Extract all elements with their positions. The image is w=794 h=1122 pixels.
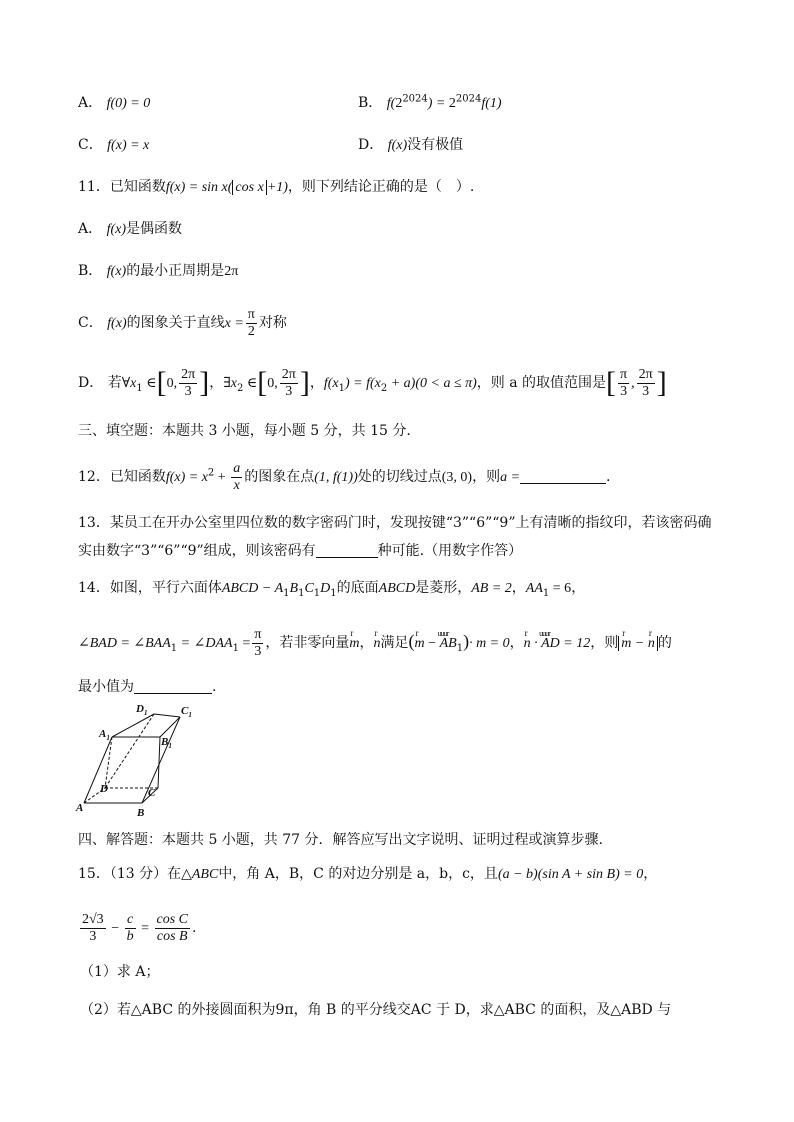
label-a1: $A_1$ (99, 728, 110, 742)
base-name: ABCD (378, 581, 416, 596)
numerator: c (125, 912, 136, 929)
left-bracket: [ (156, 366, 167, 399)
denominator: b (126, 928, 134, 944)
fraction (246, 307, 257, 340)
numerator: 2√3 (82, 911, 104, 927)
text: 的 (657, 635, 672, 651)
minus: − (107, 921, 123, 936)
exponent2: 2024 (455, 93, 482, 105)
q11-stem (78, 177, 474, 198)
q10-option-a (78, 93, 150, 114)
option-label: A． (78, 221, 103, 237)
denominator: x (233, 477, 240, 493)
q11-option-a (78, 219, 182, 240)
text: 实由数字“3”“6”“9”组成，则该密码有 (78, 543, 316, 559)
comma: ， (509, 635, 524, 651)
comma: ， (511, 580, 526, 596)
vector-n: r n (374, 624, 381, 664)
label-d1: $D_1$ (136, 703, 148, 717)
denominator: 3 (642, 383, 650, 399)
fraction (155, 912, 191, 945)
q10-option-c (78, 135, 149, 156)
option-label: D． (78, 375, 104, 391)
option-value: 2π (224, 264, 239, 279)
right-bracket: ] (299, 366, 310, 399)
q14-line-1: 14．如图，平行六面体ABCD − $A_1B_1C_1D_1$的底面ABCD是菱形，AB = 2，$AA_1 = 6$， (78, 580, 586, 599)
option-expr: f(x) (387, 138, 408, 153)
function-expr: f(x) = x (165, 470, 208, 485)
q14-line-2: ∠BAD = $\angle BAA_1$ = $\angle DAA_1$ = $\frac{\pi}{3}$ ，若非零向量r m，r n满足(r m − uuur $AB_1)\cdot m = 0$，r n · uuur AD = 12，则r m − r n 的 (78, 621, 672, 664)
equation: f(x (323, 376, 339, 391)
numerator: a (233, 460, 241, 476)
section-4-heading: 四、解答题：本题共 5 小题，共 77 分．解答应写出文字说明、证明过程或演算步骤. (78, 832, 603, 848)
numerator: π (254, 626, 262, 642)
parallelepiped-figure (70, 700, 210, 825)
q11-option-c (78, 305, 287, 342)
left-bracket: [ (606, 366, 617, 399)
vector-m: r m (349, 624, 359, 664)
equation: (a − b)(sin A + sin B) = 0 (497, 867, 644, 882)
text: （13 分）在△ (109, 866, 192, 882)
fraction (280, 367, 298, 400)
denominator: 3 (254, 643, 262, 659)
fraction (179, 367, 197, 400)
comma: ， (209, 375, 224, 391)
numerator: 2π (181, 366, 196, 382)
q15-line-2 (78, 908, 196, 949)
q14-line-3 (78, 677, 216, 697)
question-number: 11． (78, 179, 110, 195)
aa1-value: = 6 (549, 581, 572, 596)
variable: a = (500, 470, 521, 485)
exists-x: ∃x (223, 376, 237, 391)
zero: 0, (166, 376, 178, 391)
numerator: 2π (638, 366, 653, 382)
numerator: cos C (156, 911, 188, 927)
option-expr-mid: ) = (427, 96, 449, 111)
label-b: B (137, 807, 145, 819)
text: 的图象在点 (244, 469, 315, 485)
right-bracket: ] (656, 366, 667, 399)
option-label: C． (78, 315, 103, 331)
label-b1: $B_1$ (161, 736, 172, 750)
forall-x: ∀x (121, 376, 137, 391)
text: 已知函数 (109, 469, 166, 485)
text: 中，角 A，B，C 的对边分别是 a，b，c，且 (218, 866, 498, 882)
condition-1: · m = 0 (469, 636, 510, 651)
comma: ， (309, 375, 324, 391)
q13-line-1: 13．某员工在开办公室里四位数的数字密码门时，发现按键“3”“6”“9”上有清晰的指纹印，若该密码确 (78, 515, 712, 531)
aa1: AA (525, 581, 543, 596)
angle-expr: = ∠DAA (177, 636, 233, 651)
right-bracket: ] (199, 366, 210, 399)
option-tail: 没有极值 (407, 137, 464, 153)
equation-post: + a)(0 < a ≤ π) (387, 376, 477, 391)
option-expr: f(x) = x (107, 138, 150, 153)
option-expr-post: f(1) (481, 96, 502, 111)
period: . (606, 469, 611, 485)
text: ，则 a 的取值范围是 (476, 375, 607, 391)
numerator: π (620, 366, 628, 382)
denominator: 3 (184, 383, 192, 399)
function-end: +1) (266, 180, 288, 195)
q11-option-b (78, 261, 238, 282)
numerator: π (247, 306, 255, 322)
ab-length: AB = 2 (471, 581, 512, 596)
question-number: 14． (78, 580, 110, 596)
option-label: C． (78, 137, 103, 153)
option-label: D． (358, 137, 384, 153)
q10-option-b (358, 93, 502, 114)
stem-text: 已知函数 (109, 179, 166, 195)
q12: 12．已知函数$f(x) = x^2$ + $\frac{a}{x}$ 的图象在点(1, f(1))处的切线过点(3, 0)，则a = . (78, 460, 611, 493)
q11-option-d: D． 若$\forall x_1$ ∈[0, $\frac{2\pi}{3}$ ]，$\exists x_2$ ∈[0, $\frac{2\pi}{3}$ ]，$f(x_1) = f(x_2 + a)(0 < a \le \pi)$，则 a 的取值范围是[ $\frac{\pi}{3}$ , $\frac{2\pi}{3}$ ] (78, 366, 667, 399)
answer-blank[interactable] (316, 543, 378, 558)
q10-option-d (358, 135, 463, 156)
label-d: D (100, 783, 108, 795)
answer-blank[interactable] (134, 679, 212, 694)
option-mid: 的最小正周期是 (126, 263, 225, 279)
denominator: 3 (285, 383, 293, 399)
angle-expr: ∠BAD = ∠BAA (78, 636, 171, 651)
text: ，则 (472, 469, 501, 485)
text: 满足 (380, 635, 409, 651)
option-expr: f(x) (106, 264, 127, 279)
numerator: 2π (281, 366, 296, 382)
exponent: 2024 (402, 93, 428, 105)
option-tail: 对称 (258, 315, 287, 331)
text: ，若非零向量 (265, 635, 350, 651)
question-number: 12． (78, 469, 110, 485)
point: (3, 0) (441, 470, 473, 485)
fraction (637, 367, 655, 400)
text: 是菱形， (415, 580, 472, 596)
text: ，则 (590, 635, 619, 651)
in-symbol: ∈ (142, 376, 157, 391)
option-expr: f(x) (107, 316, 127, 331)
fraction (125, 912, 136, 945)
option-label: B． (358, 95, 383, 111)
q13-line-2 (78, 541, 522, 561)
point: (1, f(1)) (314, 470, 358, 485)
q15-part-2: （2）若△ABC 的外接圆面积为9π，角 B 的平分线交AC 于 D，求△ABC 的面积，及△ABD 与 (80, 1002, 672, 1018)
text: 处的切线过点 (357, 469, 442, 485)
text: 若 (107, 375, 122, 391)
option-expr: f(0) = 0 (106, 96, 151, 111)
comma: ， (359, 635, 374, 651)
option-label: B． (78, 263, 103, 279)
fraction (252, 627, 263, 660)
option-label: A． (78, 95, 103, 111)
equation-mid: ) = f(x (344, 376, 381, 391)
base2: 2 (448, 96, 456, 111)
text: 种可能.（用数字作答） (377, 543, 523, 559)
period: . (212, 679, 217, 695)
period: . (192, 920, 197, 936)
left-bracket: [ (257, 366, 268, 399)
label-c1: $C_1$ (181, 705, 192, 719)
option-mid: 的图象关于直线 (126, 315, 225, 331)
denominator: 3 (89, 928, 97, 944)
denominator: 2 (247, 323, 255, 339)
denominator: 3 (620, 383, 628, 399)
section-3-heading: 三、填空题：本题共 3 小题，每小题 5 分，共 15 分. (78, 423, 411, 439)
base: 2 (395, 96, 403, 111)
option-expr-pre: f( (386, 96, 396, 111)
comma: ， (643, 866, 658, 882)
abs-cos: cos x (232, 180, 266, 195)
comma: ， (571, 580, 586, 596)
function-expr: f(x) = sin x( (165, 180, 233, 195)
q15-line-1 (78, 864, 657, 885)
in-symbol: ∈ (243, 376, 258, 391)
equals: = (238, 636, 251, 651)
label-a: A (76, 802, 84, 814)
solid-name: ABCD − A (221, 581, 284, 596)
q15-part-1: （1）求 A； (80, 964, 160, 980)
option-tail: 是偶函数 (126, 221, 183, 237)
fraction (231, 461, 242, 494)
stem-tail: ，则下列结论正确的是（ ）. (287, 179, 475, 195)
plus: + (214, 470, 230, 485)
answer-blank[interactable] (520, 469, 606, 484)
text: 的底面 (336, 580, 379, 596)
denominator: cos B (156, 928, 188, 944)
fraction (618, 367, 629, 400)
text: 最小值为 (78, 679, 134, 695)
equals: = (137, 921, 153, 936)
question-number: 15． (78, 866, 110, 882)
fraction (80, 912, 106, 945)
triangle-name: ABC (191, 867, 219, 882)
option-expr: f(x) (106, 222, 127, 237)
label-c: C (148, 787, 156, 799)
zero: 0, (267, 376, 278, 391)
variable: x = (224, 316, 244, 331)
text: 如图，平行六面体 (109, 580, 222, 596)
